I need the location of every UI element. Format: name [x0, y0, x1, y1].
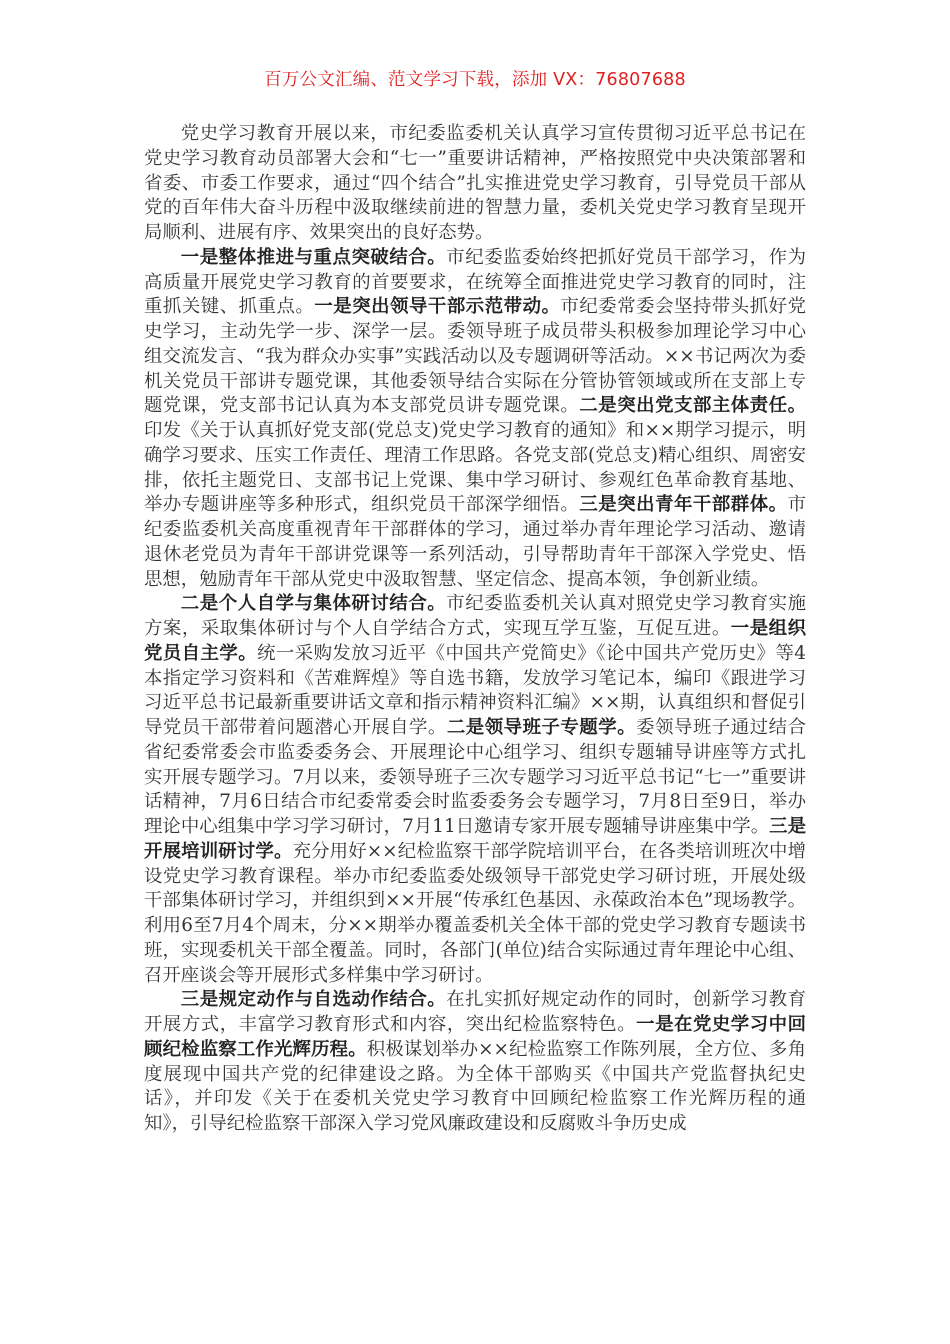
document-body: [144, 122, 806, 1137]
subsection-heading: 二是突出党支部主体责任。: [579, 395, 806, 417]
paragraph-text: 积极谋划举办××纪检监察工作陈列展，全方位、多角度展现中国共产党的纪律建设之路。为全体干部购买《中国共产党监督执纪史话》，并印发《关于在委机关党史学习教育中回顾纪检监察工作光辉历程的通知》，引导纪检监察干部深入学习党风廉政建设和反腐败斗争历史成: [144, 1038, 806, 1134]
section-heading: 二是个人自学与集体研讨结合。: [180, 593, 447, 615]
paragraph-text: 充分用好××纪检监察干部学院培训平台，在各类培训班次中增设党史学习教育课程。举办市纪委监委处级领导干部党史学习研讨班，开展处级干部集体研讨学习，并组织到××开展“传承红色基因、永葆政治本色”现场教学。利用6至7月4个周末，分××期举办覆盖委机关全体干部的党史学习教育专题读书班，实现委机关干部全覆盖。同时，各部门(单位)结合实际通过青年理论中心组、召开座谈会等开展形式多样集中学习研讨。: [144, 840, 806, 986]
subsection-heading: 一是在党史学习中回顾纪检监察工作光辉历程。: [144, 1014, 806, 1060]
section-two-paragraph: [144, 592, 806, 988]
paragraph-text: 在扎实抓好规定动作的同时，创新学习教育开展方式，丰富学习教育形式和内容，突出纪检监察特色。: [144, 989, 806, 1035]
paragraph-text: 市纪委常委会坚持带头抓好党史学习，主动先学一步、深学一层。委领导班子成员带头积极参加理论学习中心组交流发言、“我为群众办实事”实践活动以及专题调研等活动。××书记两次为委机关党员干部讲专题党课，其他委领导结合实际在分管协管领域或所在支部上专题党课，党支部书记认真为本支部党员讲专题党课。: [144, 296, 806, 417]
subsection-heading: 三是突出青年干部群体。: [579, 494, 788, 516]
paragraph-text: 委领导班子通过结合省纪委常委会市监委委务会、开展理论中心组学习、组织专题辅导讲座等方式扎实开展专题学习。7月以来，委领导班子三次专题学习习近平总书记“七一”重要讲话精神，7月6日结合市纪委常委会时监委委务会专题学习，7月8日至9日，举办理论中心组集中学习学习研讨，7月11日邀请专家开展专题辅导讲座集中学。: [144, 717, 806, 837]
subsection-heading: 一是突出领导干部示范带动。: [314, 296, 561, 318]
subsection-heading: 三是开展培训研讨学。: [144, 816, 806, 862]
paragraph-text: 市纪委监委机关高度重视青年干部群体的学习，通过举办青年理论学习活动、邀请退休老党员为青年干部讲党课等一系列活动，引导帮助青年干部深入学党史、悟思想，勉励青年干部从党史中汲取智慧、坚定信念、提高本领，争创新业绩。: [144, 494, 806, 590]
paragraph-text: 统一采购发放习近平《中国共产党简史》《论中国共产党历史》等4本指定学习资料和《苦难辉煌》等自选书籍，发放学习笔记本，编印《跟进学习习近平总书记最新重要讲话文章和指示精神资料汇编》××期，认真组织和督促引导党员干部带着问题潜心开展自学。: [144, 642, 806, 738]
paragraph-text: 市纪委监委始终把抓好党员干部学习，作为高质量开展党史学习教育的首要要求，在统筹全面推进党史学习教育的同时，注重抓关键、抓重点。: [144, 246, 806, 318]
watermark-header: 百万公文汇编、范文学习下载，添加 VX：76807688: [264, 70, 686, 90]
subsection-heading: 二是领导班子专题学。: [446, 717, 637, 738]
subsection-heading: 一是组织党员自主学。: [144, 618, 806, 664]
section-heading: 一是整体推进与重点突破结合。: [180, 246, 447, 268]
paragraph-text: 党史学习教育开展以来，市纪委监委机关认真学习宣传贯彻习近平总书记在党史学习教育动员部署大会和“七一”重要讲话精神，严格按照党中央决策部署和省委、市委工作要求，通过“四个结合”扎实推进党史学习教育，引导党员干部从党的百年伟大奋斗历程中汲取继续前进的智慧力量，委机关党史学习教育呈现开局顺利、进展有序、效果突出的良好态势。: [144, 123, 806, 243]
intro-paragraph: [144, 122, 806, 246]
paragraph-text: 印发《关于认真抓好党支部(党总支)党史学习教育的通知》和××期学习提示，明确学习要求、压实工作责任、理清工作思路。各党支部(党总支)精心组织、周密安排，依托主题党日、支部书记上党课、集中学习研讨、参观红色革命教育基地、举办专题讲座等多种形式，组织党员干部深学细悟。: [144, 420, 806, 516]
section-three-paragraph: [144, 988, 806, 1137]
section-one-paragraph: [144, 246, 806, 593]
paragraph-text: 市纪委监委机关认真对照党史学习教育实施方案，采取集体研讨与个人自学结合方式，实现互学互鉴，互促互进。: [144, 593, 806, 639]
section-heading: 三是规定动作与自选动作结合。: [180, 989, 447, 1011]
